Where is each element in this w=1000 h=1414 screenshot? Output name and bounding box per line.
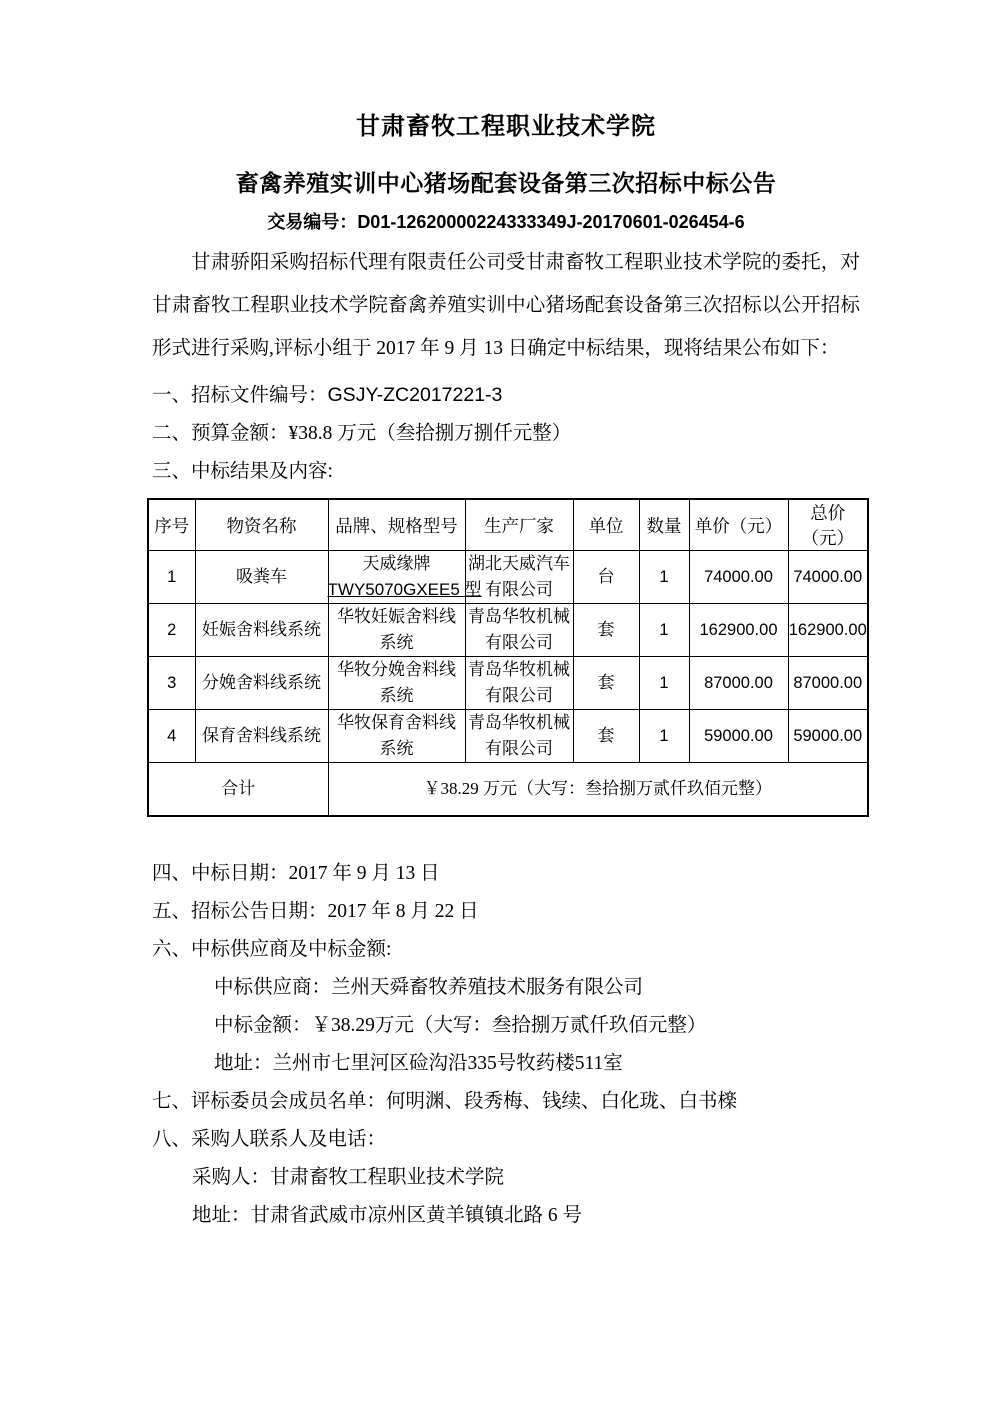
- table-row-2: [148, 604, 868, 657]
- item-6-amount: 中标金额：￥38.29万元（大写：叁拾捌万贰仟玖佰元整）: [214, 1015, 707, 1036]
- table-row-4: [148, 710, 868, 763]
- brand-line-1: 华牧保育舍料线: [337, 713, 456, 732]
- item-1-value: GSJY-ZC2017221-3: [327, 384, 503, 406]
- column-header-manufacturer: 生产厂家: [465, 499, 573, 551]
- cell-unit: 套: [573, 657, 639, 710]
- cell-manufacturer: [465, 604, 573, 657]
- column-header-total-price: 总价（元）: [788, 499, 868, 551]
- column-header-item-name: 物资名称: [195, 499, 328, 551]
- item-8-purchaser-address: 地址：甘肃省武威市凉州区黄羊镇镇北路 6 号: [192, 1205, 583, 1226]
- item-8-heading: 八、采购人联系人及电话：: [152, 1129, 387, 1150]
- table-total-row: [148, 763, 868, 817]
- cell-quantity: 1: [639, 710, 689, 763]
- page-subtitle: 畜禽养殖实训中心猪场配套设备第三次招标中标公告: [235, 171, 777, 196]
- item-8-purchaser: 采购人：甘肃畜牧工程职业技术学院: [192, 1167, 505, 1188]
- manufacturer-line-1: 青岛华牧机械: [468, 607, 570, 626]
- cell-manufacturer: [465, 657, 573, 710]
- brand-line-2: 系统: [379, 633, 414, 652]
- item-2-budget-amount: 二、预算金额：¥38.8 万元（叁拾捌万捌仟元整）: [152, 423, 572, 444]
- cell-unit: 台: [573, 551, 639, 604]
- cell-unit: 套: [573, 604, 639, 657]
- manufacturer-line-2: 有限公司: [485, 580, 553, 599]
- cell-seq: 3: [148, 657, 195, 710]
- cell-total-price: 74000.00: [788, 551, 868, 604]
- transaction-number-value: D01-12620000224333349J-20170601-026454-6: [357, 212, 745, 232]
- item-7-committee-members: 七、评标委员会成员名单：何明渊、段秀梅、钱续、白化珑、白书檪: [152, 1091, 738, 1112]
- cell-brand-model: [328, 710, 465, 763]
- brand-line-1: 天威缘牌: [362, 554, 431, 573]
- cell-total-price: 87000.00: [788, 657, 868, 710]
- manufacturer-line-1: 湖北天威汽车: [468, 554, 570, 573]
- manufacturer-line-2: 有限公司: [485, 739, 553, 758]
- column-header-brand-model: 品牌、规格型号: [328, 499, 465, 551]
- item-6-supplier-address: 地址：兰州市七里河区硷沟沿335号牧药楼511室: [214, 1053, 623, 1074]
- item-1-bid-document-number: [152, 383, 860, 408]
- total-value-cell: ￥38.29 万元（大写：叁拾捌万贰仟玖佰元整）: [328, 763, 868, 817]
- manufacturer-line-1: 青岛华牧机械: [468, 713, 570, 732]
- cell-total-price: 162900.00: [788, 604, 868, 657]
- item-5-announcement-date: 五、招标公告日期：2017 年 8 月 22 日: [152, 901, 479, 922]
- item-3-result-heading: 三、中标结果及内容:: [152, 461, 333, 482]
- cell-unit-price: 74000.00: [689, 551, 788, 604]
- cell-quantity: 1: [639, 551, 689, 604]
- cell-brand-model: [328, 657, 465, 710]
- item-6-supplier: 中标供应商：兰州天舜畜牧养殖技术服务有限公司: [214, 977, 644, 998]
- cell-item-name: 保育舍料线系统: [195, 710, 328, 763]
- cell-seq: 1: [148, 551, 195, 604]
- total-label-cell: 合计: [148, 763, 328, 817]
- intro-paragraph: 甘肃骄阳采购招标代理有限责任公司受甘肃畜牧工程职业技术学院的委托，对甘肃畜牧工程职业技术学院畜禽养殖实训中心猪场配套设备第三次招标以公开招标形式进行采购,评标小组于 2017 年 9 月 13 日确定中标结果，现将结果公布如下：: [152, 252, 860, 359]
- cell-item-name: 妊娠舍料线系统: [195, 604, 328, 657]
- page-title: 甘肃畜牧工程职业技术学院: [356, 114, 656, 140]
- manufacturer-line-2: 有限公司: [485, 633, 553, 652]
- table-row-3: [148, 657, 868, 710]
- cell-unit-price: 87000.00: [689, 657, 788, 710]
- cell-item-name: 吸粪车: [195, 551, 328, 604]
- item-6-heading: 六、中标供应商及中标金额:: [152, 939, 392, 960]
- cell-unit-price: 162900.00: [689, 604, 788, 657]
- brand-line-2: 系统: [379, 739, 414, 758]
- bid-results-table: [147, 498, 869, 817]
- cell-seq: 2: [148, 604, 195, 657]
- manufacturer-line-2: 有限公司: [485, 686, 553, 705]
- item-4-award-date: 四、中标日期：2017 年 9 月 13 日: [152, 863, 440, 884]
- cell-unit-price: 59000.00: [689, 710, 788, 763]
- cell-seq: 4: [148, 710, 195, 763]
- cell-brand-model: [327, 551, 482, 604]
- brand-line-2: TWY5070GXEE5 型: [327, 580, 482, 599]
- cell-quantity: 1: [639, 604, 689, 657]
- manufacturer-line-1: 青岛华牧机械: [468, 660, 570, 679]
- brand-line-1: 华牧分娩舍料线: [337, 660, 456, 679]
- cell-brand-model: [328, 604, 465, 657]
- cell-total-price: 59000.00: [788, 710, 868, 763]
- item-1-label: 一、招标文件编号：: [152, 385, 328, 406]
- column-header-seq: 序号: [148, 499, 195, 551]
- table-row-1: [148, 551, 868, 604]
- transaction-number-line: [152, 210, 860, 235]
- column-header-unit: 单位: [573, 499, 639, 551]
- cell-item-name: 分娩舍料线系统: [195, 657, 328, 710]
- cell-quantity: 1: [639, 657, 689, 710]
- table-header-row: [148, 499, 868, 551]
- brand-line-2: 系统: [379, 686, 414, 705]
- transaction-number-label: 交易编号：: [267, 212, 358, 232]
- brand-line-1: 华牧妊娠舍料线: [337, 607, 456, 626]
- column-header-unit-price: 单价（元）: [689, 499, 788, 551]
- column-header-quantity: 数量: [639, 499, 689, 551]
- cell-unit: 套: [573, 710, 639, 763]
- cell-manufacturer: [465, 710, 573, 763]
